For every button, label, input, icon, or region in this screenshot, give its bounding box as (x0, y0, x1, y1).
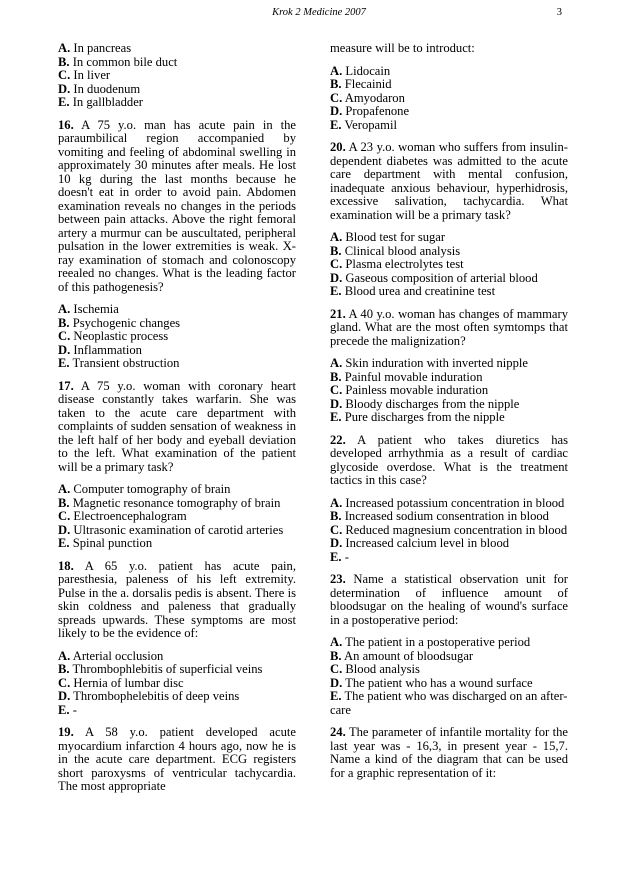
option-text: Propafenone (345, 104, 410, 118)
answer-option (330, 78, 568, 92)
answer-option (330, 663, 568, 677)
answer-option (58, 497, 296, 511)
option-letter: E. (330, 689, 342, 703)
answer-option (330, 258, 568, 272)
option-text: Thrombophelebitis of deep veins (73, 689, 240, 703)
answer-option (58, 357, 296, 371)
option-text: Thrombophlebitis of superficial veins (72, 662, 263, 676)
answer-option (330, 285, 568, 299)
answer-option (58, 96, 296, 110)
option-text: Computer tomography of brain (73, 482, 231, 496)
option-text: Blood analysis (345, 662, 420, 676)
answer-option (330, 119, 568, 133)
option-letter: E. (58, 702, 70, 717)
question-text (58, 380, 296, 475)
option-letter: A. (330, 63, 343, 78)
option-list (58, 42, 296, 110)
question-number: 24. (330, 725, 346, 739)
answer-option (330, 537, 568, 551)
option-letter: C. (58, 329, 71, 343)
option-text: Painful movable induration (344, 369, 483, 384)
option-text: In liver (73, 68, 111, 82)
option-list (330, 231, 568, 299)
question-body: A 65 y.o. patient has acute pain, paresthesia, paleness of his left extremity. Pulse in the a. dorsalis pedis is absent. There is skin coldness and paleness that gradually spreads upwards. These symptoms are most likely to be the evidence of: (58, 558, 296, 640)
option-letter: B. (58, 662, 70, 676)
option-text: The patient who was discharged on an after-care (330, 689, 568, 717)
answer-option (330, 636, 568, 650)
option-letter: C. (330, 522, 343, 537)
option-text: Pure discharges from the nipple (344, 410, 505, 424)
option-letter: A. (58, 41, 71, 55)
question-number: 18. (58, 558, 74, 573)
answer-option (330, 398, 568, 412)
option-list (330, 65, 568, 133)
option-letter: D. (58, 81, 71, 96)
option-letter: E. (58, 356, 70, 370)
answer-option (330, 497, 568, 511)
option-text: Neoplastic process (73, 329, 169, 343)
answer-option (58, 56, 296, 70)
option-letter: E. (58, 536, 70, 550)
option-text: Increased calcium level in blood (345, 536, 510, 550)
option-text: Amyodaron (344, 90, 405, 105)
option-text: Veropamil (344, 117, 397, 132)
option-letter: C. (330, 257, 343, 271)
question-text (330, 434, 568, 488)
option-letter: A. (58, 302, 71, 316)
question-number: 17. (58, 378, 74, 393)
question-text (58, 119, 296, 295)
answer-option (58, 344, 296, 358)
option-letter: B. (330, 243, 342, 258)
option-list (58, 303, 296, 371)
option-letter: D. (58, 689, 71, 703)
answer-option (58, 524, 296, 538)
answer-option (58, 317, 296, 331)
answer-option (330, 677, 568, 691)
question-body: The parameter of infantile mortality for the last year was - 16,3, in present year - 15,7. Name a kind of the diagram that can be used for a graphic representation of it: (330, 725, 568, 780)
option-letter: D. (330, 104, 343, 118)
option-letter: C. (58, 675, 71, 690)
option-letter: D. (330, 396, 343, 411)
option-text: Bloody discharges from the nipple (345, 396, 520, 411)
option-letter: A. (330, 635, 343, 649)
answer-option (58, 704, 296, 718)
option-letter: A. (330, 495, 343, 510)
continuation-text: measure will be to introduct: (330, 41, 475, 55)
question-body: A 75 y.o. man has acute pain in the paraumbilical region accompanied by vomiting and feeling of abdominal swelling in approximately 30 minutes after meals. He lost 10 kg during the last months because he doesn't eat in order to avoid pain. Abdomen examination reveals no changes in the periods between pain attacks. Above the right femoral artery a murmur can be auscultated, peripheral pulsation in the lower extremities is weak. X-ray examination of stomach and colonoscopy reealed no changes. What is the leading factor of this pathogenesis? (58, 117, 296, 294)
question-number: 23. (330, 572, 346, 586)
question-number: 22. (330, 432, 346, 447)
option-list (330, 497, 568, 565)
question-text (330, 308, 568, 349)
option-letter: E. (58, 95, 70, 109)
option-text: Flecainid (344, 77, 392, 91)
page-header (0, 7, 638, 23)
answer-option (58, 83, 296, 97)
answer-option (330, 105, 568, 119)
left-column (58, 42, 296, 803)
option-text: Blood urea and creatinine test (344, 284, 496, 298)
answer-option (330, 231, 568, 245)
option-text: Plasma electrolytes test (345, 257, 464, 271)
option-text: An amount of bloodsugar (344, 648, 474, 663)
option-text: Increased sodium consentration in blood (344, 509, 549, 523)
option-text: - (344, 549, 349, 564)
question-text (58, 560, 296, 641)
answer-option (58, 483, 296, 497)
option-letter: B. (58, 495, 70, 510)
answer-option (58, 42, 296, 56)
option-letter: D. (58, 342, 71, 357)
option-letter: D. (330, 675, 343, 690)
option-letter: C. (330, 90, 343, 105)
answer-option (330, 510, 568, 524)
option-letter: A. (58, 648, 71, 663)
option-letter: D. (330, 536, 343, 550)
option-letter: E. (330, 410, 342, 424)
option-list (330, 636, 568, 717)
question-number: 16. (58, 117, 74, 132)
answer-option (58, 677, 296, 691)
header-title: Krok 2 Medicine 2007 (272, 7, 366, 18)
option-text: Hernia of lumbar disc (73, 675, 184, 690)
option-text: Arterial occlusion (72, 648, 164, 663)
option-text: Magnetic resonance tomography of brain (72, 495, 281, 510)
option-letter: B. (330, 648, 342, 663)
answer-option (330, 384, 568, 398)
answer-option (330, 65, 568, 79)
option-list (58, 483, 296, 551)
option-letter: E. (330, 117, 342, 132)
answer-option (330, 357, 568, 371)
option-text: Painless movable induration (345, 383, 489, 397)
question-body: A 40 y.o. woman has changes of mammary gland. What are the most often symtomps that precede the malignization? (330, 306, 568, 348)
option-letter: A. (330, 230, 343, 244)
question-body: Name a statistical observation unit for determination of influence amount of bloodsugar on the healing of wound's surface in a postoperative period: (330, 572, 568, 627)
answer-option (330, 371, 568, 385)
answer-option (330, 92, 568, 106)
option-text: Lidocain (345, 63, 391, 78)
question-text (330, 726, 568, 780)
option-text: In pancreas (73, 41, 132, 55)
option-letter: B. (58, 315, 70, 330)
answer-option (58, 510, 296, 524)
option-letter: C. (330, 662, 343, 676)
option-list (58, 650, 296, 718)
answer-option (58, 330, 296, 344)
answer-option (58, 663, 296, 677)
option-text: Skin induration with inverted nipple (345, 356, 528, 370)
option-text: Transient obstruction (72, 356, 180, 370)
option-letter: C. (58, 68, 71, 82)
answer-option (58, 69, 296, 83)
option-letter: B. (330, 369, 342, 384)
option-text: The patient who has a wound surface (345, 675, 533, 690)
answer-option (330, 524, 568, 538)
answer-option (330, 245, 568, 259)
option-text: Reduced magnesium concentration in blood (345, 522, 568, 537)
answer-option (330, 551, 568, 565)
option-text: Spinal punction (72, 536, 153, 550)
option-letter: D. (330, 270, 343, 285)
question-number: 20. (330, 140, 346, 154)
answer-option (330, 272, 568, 286)
question-body: A 23 y.o. woman who suffers from insulin-dependent diabetes was admitted to the acute care department with mental confusion, inadequate anxious behaviour, hyperhidrosis, excessive salivation, tachycardia. What examination will be a primary task? (330, 140, 568, 222)
option-letter: A. (58, 482, 71, 496)
option-letter: B. (58, 54, 70, 69)
page-number: 3 (556, 7, 562, 18)
option-text: The patient in a postoperative period (345, 635, 531, 649)
option-text: Electroencephalogram (73, 509, 187, 523)
option-letter: C. (330, 383, 343, 397)
option-text: Clinical blood analysis (344, 243, 461, 258)
option-text: In duodenum (73, 81, 141, 96)
answer-option (58, 690, 296, 704)
option-letter: E. (330, 284, 342, 298)
option-text: Psychogenic changes (72, 315, 181, 330)
option-text: In gallbladder (72, 95, 144, 109)
option-letter: C. (58, 509, 71, 523)
question-text (330, 141, 568, 222)
option-text: Increased potassium concentration in blood (345, 495, 565, 510)
question-body: A 75 y.o. woman with coronary heart disease constantly takes warfarin. She was taken to the acute care department with complaints of sudden sensation of weakness in the left half of her body and eyeball deviation to the left. What examination of the patient will be a primary task? (58, 378, 296, 474)
option-text: In common bile duct (72, 54, 178, 69)
question-text (330, 573, 568, 627)
answer-option (58, 650, 296, 664)
option-list (330, 357, 568, 425)
question-body: A 58 y.o. patient developed acute myocardium infarction 4 hours ago, now he is in the acute care department. ECG registers short paroxysms of ventricular tachycardia. The most appropriate (58, 725, 296, 793)
question-number: 21. (330, 306, 346, 321)
question-number: 19. (58, 725, 74, 739)
option-text: Ultrasonic examination of carotid arteries (73, 522, 284, 537)
option-letter: E. (330, 549, 342, 564)
option-text: Gaseous composition of arterial blood (345, 270, 538, 285)
option-letter: B. (330, 509, 342, 523)
option-letter: B. (330, 77, 342, 91)
answer-option (58, 303, 296, 317)
right-column (330, 42, 568, 789)
option-text: Ischemia (73, 302, 119, 316)
option-text: Blood test for sugar (345, 230, 446, 244)
answer-option (330, 650, 568, 664)
answer-option (58, 537, 296, 551)
option-text: Inflammation (73, 342, 142, 357)
answer-option (330, 411, 568, 425)
option-text: - (72, 702, 77, 717)
option-letter: A. (330, 356, 343, 370)
question-body: A patient who takes diuretics has developed arrhythmia as a result of cardiac glycoside overdose. What is the treatment tactics in this case? (330, 432, 568, 487)
answer-option (330, 690, 568, 717)
option-letter: D. (58, 522, 71, 537)
question-text (58, 726, 296, 794)
